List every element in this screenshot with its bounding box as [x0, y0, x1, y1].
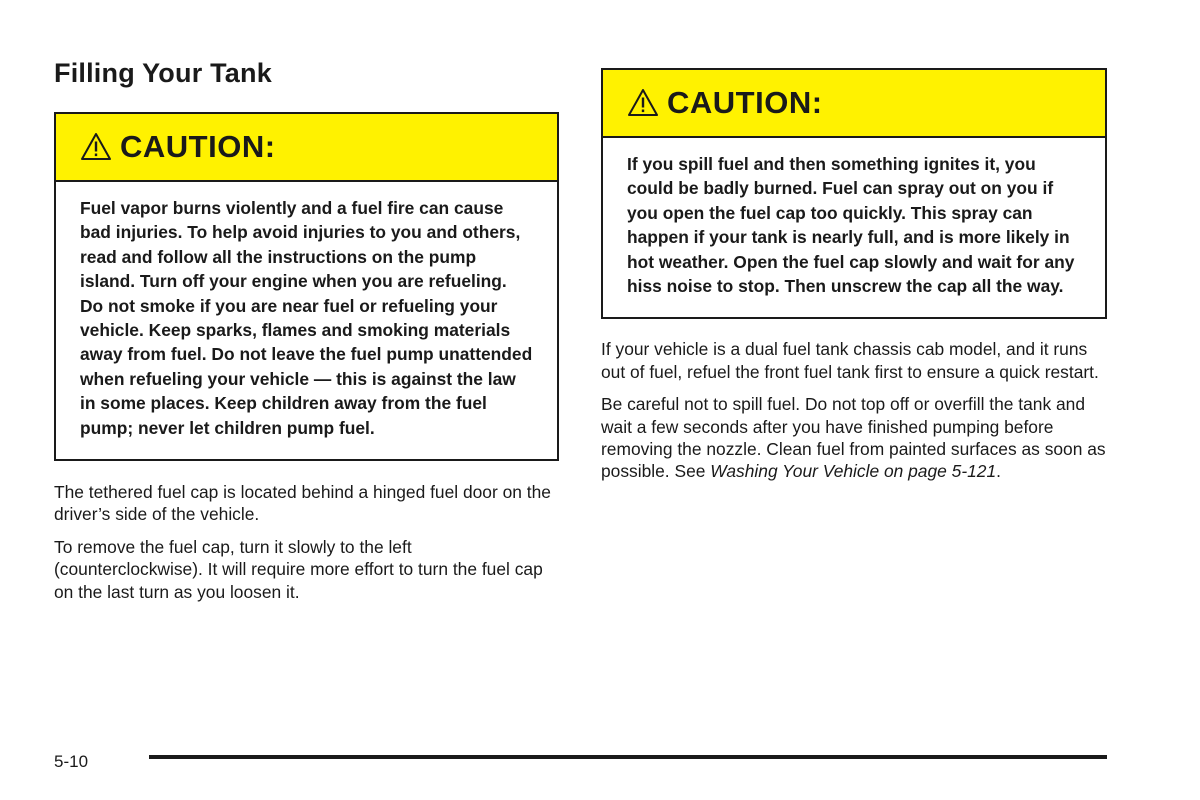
- caution-text: Fuel vapor burns violently and a fuel fire can cause bad injuries. To help avoid injuries to you and others, read and follow all the instructions on the pump island. Turn off your engine when you are refueling. Do not smoke if you are near fuel or refueling your vehicle. Keep sparks, flames and smoking materials away from fuel. Do not leave the fuel pump unattended when refueling your vehicle — this is against the law in some places. Keep children away from the fuel pump; never let children pump fuel.: [80, 198, 533, 438]
- left-column: [54, 56, 559, 603]
- footer-rule: [149, 755, 1107, 759]
- page-number: 5-10: [54, 752, 89, 771]
- page-footer: [54, 748, 1107, 776]
- caution-body: [603, 138, 1105, 317]
- paragraph-fuel-cap-location: The tethered fuel cap is located behind a hinged fuel door on the driver’s side of the vehicle.: [54, 482, 551, 525]
- caution-label: CAUTION:: [667, 85, 823, 120]
- caution-header: [56, 114, 557, 182]
- caution-box-left: [54, 112, 559, 461]
- left-body-text: [54, 481, 559, 603]
- caution-text: If you spill fuel and then something ignites it, you could be badly burned. Fuel can spray out on you if you open the fuel cap too quickly. This spray can happen if your tank is nearly full, and is more likely in hot weather. Open the fuel cap slowly and wait for any hiss noise to stop. Then unscrew the cap all the way.: [627, 154, 1075, 297]
- caution-body: [56, 182, 557, 459]
- section-title: Filling Your Tank: [54, 58, 272, 88]
- paragraph-spill-fuel: [601, 393, 1107, 483]
- paragraph-end-period: .: [996, 461, 1001, 482]
- paragraph-remove-fuel-cap: To remove the fuel cap, turn it slowly to the left (counterclockwise). It will require more effort to turn the fuel cap on the last turn as you loosen it.: [54, 536, 543, 602]
- right-column: [601, 68, 1107, 483]
- warning-triangle-icon: [627, 88, 659, 118]
- caution-box-right: [601, 68, 1107, 319]
- paragraph-spill-fuel-text: Be careful not to spill fuel. Do not top off or overfill the tank and wait a few seconds after you have finished pumping before removing the nozzle. Clean fuel from painted surfaces as soon as possible. See: [601, 394, 1106, 482]
- warning-triangle-icon: [80, 132, 112, 162]
- cross-reference-link[interactable]: Washing Your Vehicle on page 5-121: [710, 461, 997, 482]
- right-body-text: [601, 338, 1107, 482]
- caution-header: [603, 70, 1105, 138]
- caution-label: CAUTION:: [120, 129, 276, 164]
- paragraph-dual-tank: If your vehicle is a dual fuel tank chassis cab model, and it runs out of fuel, refuel the front fuel tank first to ensure a quick restart.: [601, 339, 1099, 382]
